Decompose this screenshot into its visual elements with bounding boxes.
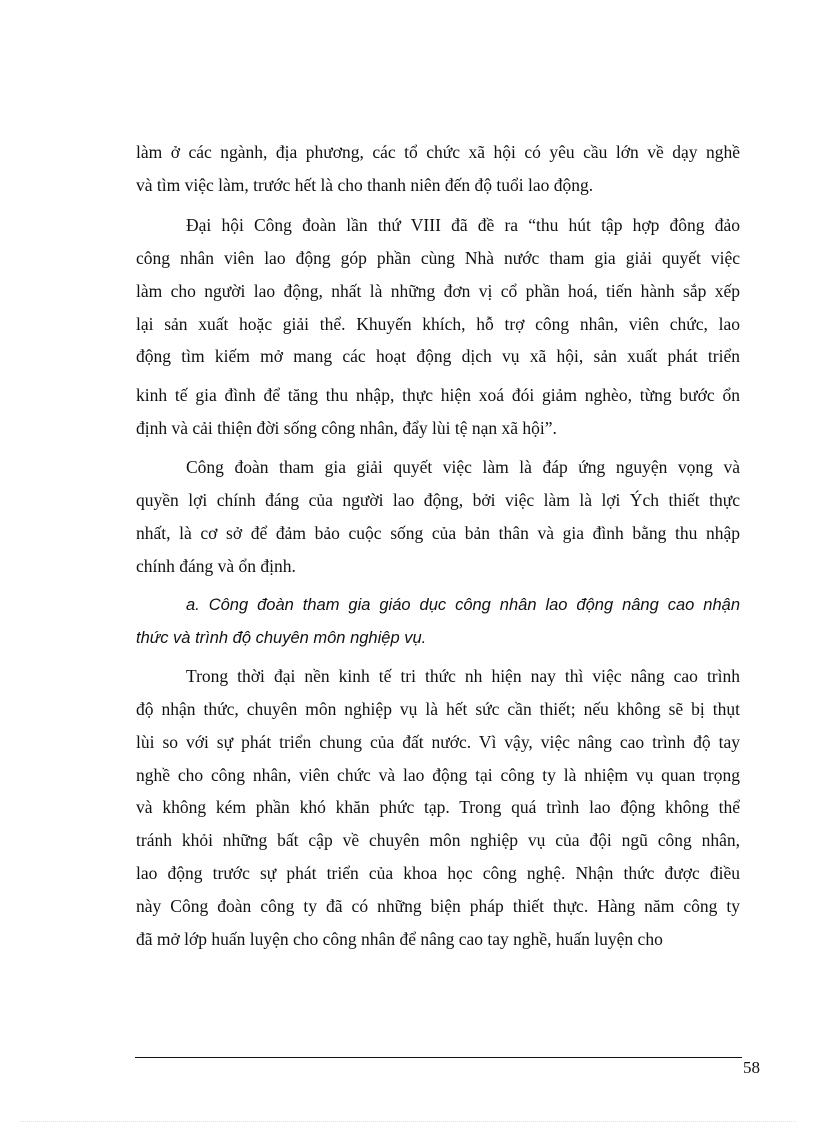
section-heading-line: thức và trình độ chuyên môn nghiệp vụ. [136,629,427,647]
page-edge-divider [20,1121,796,1122]
text-line: công nhân viên lao động góp phần cùng Nhà nước tham gia giải quyết việc [136,248,740,268]
text-line: làm ở các ngành, địa phương, các tổ chức xã hội có yêu cầu lớn về dạy nghề [136,142,740,162]
text-line: đã mở lớp huấn luyện cho công nhân để nâng cao tay nghề, huấn luyện cho [136,929,663,949]
text-line: lùi so với sự phát triển chung của đất nước. Vì vậy, việc nâng cao trình độ tay [136,732,740,752]
text-line: quyền lợi chính đáng của người lao động, bởi việc làm là lợi Ých thiết thực [136,490,740,510]
text-line: động tìm kiếm mở mang các hoạt động dịch vụ xã hội, sản xuất phát triển [136,346,740,366]
text-line: nghề cho công nhân, viên chức và lao động tại công ty là nhiệm vụ quan trọng [136,765,740,785]
text-line: và không kém phần khó khăn phức tạp. Trong quá trình lao động không thể [136,797,740,817]
text-line: làm cho người lao động, nhất là những đơn vị cổ phần hoá, tiến hành sắp xếp [136,281,740,301]
text-line: Đại hội Công đoàn lần thứ VIII đã đề ra “thu hút tập hợp đông đảo [186,215,740,235]
text-line: tránh khỏi những bất cập về chuyên môn nghiệp vụ của đội ngũ công nhân, [136,830,740,850]
text-line: lao động trước sự phát triển của khoa học công nghệ. Nhận thức được điều [136,863,740,883]
text-line: Trong thời đại nền kinh tế tri thức nh hiện nay thì việc nâng cao trình [186,666,740,686]
text-line: lại sản xuất hoặc giải thể. Khuyến khích, hỗ trợ công nhân, viên chức, lao [136,314,740,334]
footer-rule [135,1057,742,1058]
text-line: này Công đoàn công ty đã có những biện pháp thiết thực. Hàng năm công ty [136,896,740,916]
text-line: nhất, là cơ sở để đảm bảo cuộc sống của bản thân và gia đình bằng thu nhập [136,523,740,543]
text-line: định và cải thiện đời sống công nhân, đẩy lùi tệ nạn xã hội”. [136,418,557,438]
page-number: 58 [743,1058,760,1077]
section-heading-line: a. Công đoàn tham gia giáo dục công nhân lao động nâng cao nhận [186,596,740,614]
text-line: kinh tế gia đình để tăng thu nhập, thực hiện xoá đói giảm nghèo, từng bước ổn [136,385,740,405]
text-line: độ nhận thức, chuyên môn nghiệp vụ là hết sức cần thiết; nếu không sẽ bị thụt [136,699,740,719]
text-line: Công đoàn tham gia giải quyết việc làm là đáp ứng nguyện vọng và [186,457,740,477]
text-line: chính đáng và ổn định. [136,556,296,576]
text-line: và tìm việc làm, trước hết là cho thanh niên đến độ tuổi lao động. [136,175,594,195]
